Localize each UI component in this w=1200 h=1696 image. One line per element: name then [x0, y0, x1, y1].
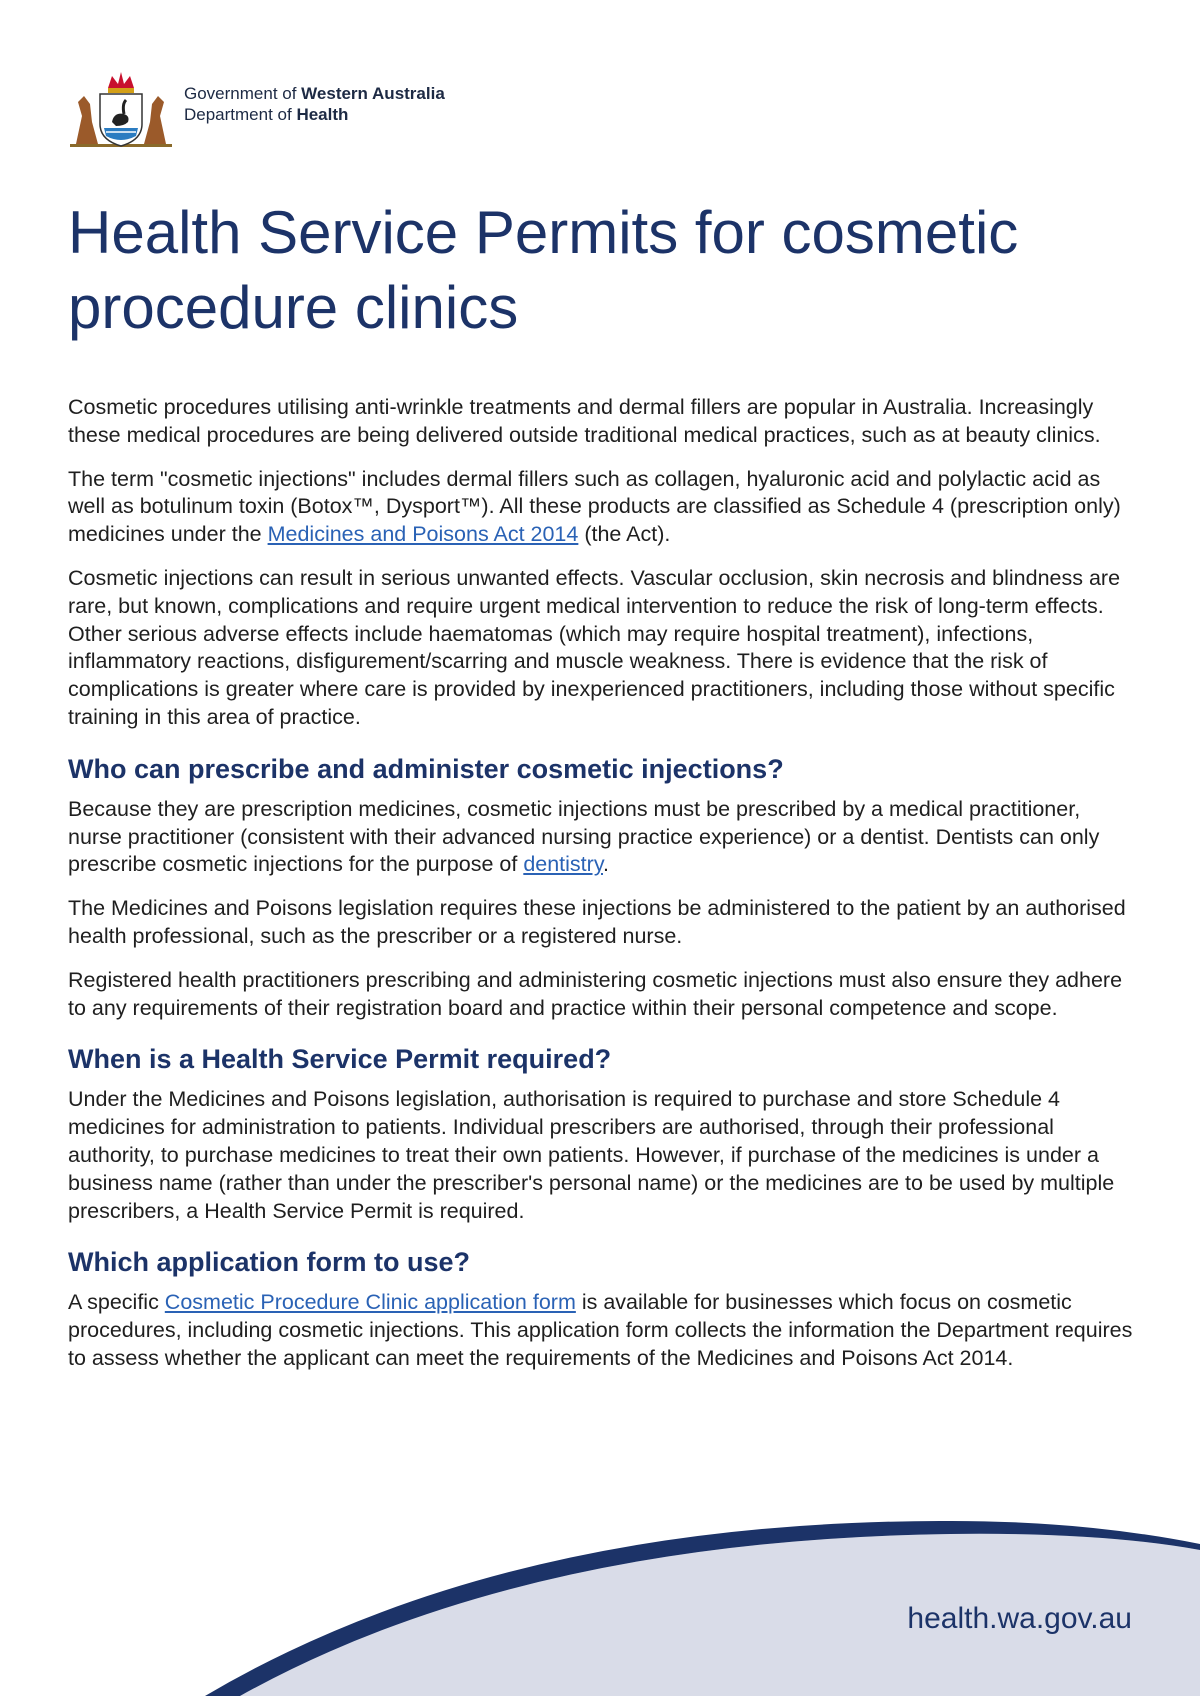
website-url: health.wa.gov.au: [907, 1602, 1132, 1635]
dentistry-link[interactable]: dentistry: [523, 852, 603, 877]
page-title: Health Service Permits for cosmetic procedure clinics: [68, 199, 1019, 341]
paragraph-cosmetic-injections: The term "cosmetic injections" includes dermal fillers such as collagen, hyaluronic acid and polylactic acid as well as botulinum toxin (Botox™, Dysport™). All these products are classified as Schedule 4 (prescription only) medicines under the Medicines and Poisons Act 2014 (the Act).: [68, 466, 1121, 547]
document-body: [68, 394, 1138, 1389]
organisation-name: [184, 83, 445, 125]
page-header: [68, 68, 445, 150]
heading-when-permit-required: When is a Health Service Permit required?: [68, 1044, 612, 1075]
paragraph-permit-requirement: Under the Medicines and Poisons legislation, authorisation is required to purchase and store Schedule 4 medicines for administration to patients. Individual prescribers are authorised, through their professional authority, to purchase medicines to treat their own patients. However, if purchase of the medicines is under a business name (rather than under the prescriber's personal name) or the medicines are to be used by multiple prescribers, a Health Service Permit is required.: [68, 1087, 1115, 1223]
department-line: Department of Health: [184, 105, 349, 124]
paragraph-application-form: A specific Cosmetic Procedure Clinic application form is available for businesses which focus on cosmetic procedures, including cosmetic injections. This application form collects the information the Department requires to assess whether the applicant can meet the requirements of the Medicines and Poisons Act 2014.: [68, 1290, 1133, 1370]
medicines-poisons-act-link[interactable]: Medicines and Poisons Act 2014: [267, 522, 579, 547]
paragraph-registration: Registered health practitioners prescribing and administering cosmetic injections must also ensure they adhere to any requirements of their registration board and practice within their personal competence and scope.: [68, 967, 1123, 1020]
government-line: Government of Western Australia: [184, 84, 445, 103]
coat-of-arms-icon: [68, 68, 174, 150]
heading-which-form: Which application form to use?: [68, 1247, 471, 1278]
heading-who-can-prescribe: Who can prescribe and administer cosmetic injections?: [68, 753, 784, 784]
paragraph-administration: The Medicines and Poisons legislation requires these injections be administered to the patient by an authorised health professional, such as the prescriber or a registered nurse.: [68, 896, 1126, 948]
paragraph-intro: Cosmetic procedures utilising anti-wrinkle treatments and dermal fillers are popular in Australia. Increasingly these medical procedures are being delivered outside traditional medical practices, such as at beauty clinics.: [68, 395, 1101, 447]
application-form-link[interactable]: Cosmetic Procedure Clinic application form: [164, 1290, 576, 1315]
paragraph-risks: Cosmetic injections can result in serious unwanted effects. Vascular occlusion, skin necrosis and blindness are rare, but known, complications and require urgent medical intervention to reduce the risk of long-term effects. Other serious adverse effects include haematomas (which may require hospital treatment), infections, inflammatory reactions, disfigurement/scarring and muscle weakness. There is evidence that the risk of complications is greater where care is provided by inexperienced practitioners, including those without specific training in this area of practice.: [68, 565, 1121, 729]
paragraph-prescribers: Because they are prescription medicines, cosmetic injections must be prescribed by a medical practitioner, nurse practitioner (consistent with their advanced nursing practice experience) or a dentist. Dentists can only prescribe cosmetic injections for the purpose of dentistry.: [68, 796, 1100, 877]
